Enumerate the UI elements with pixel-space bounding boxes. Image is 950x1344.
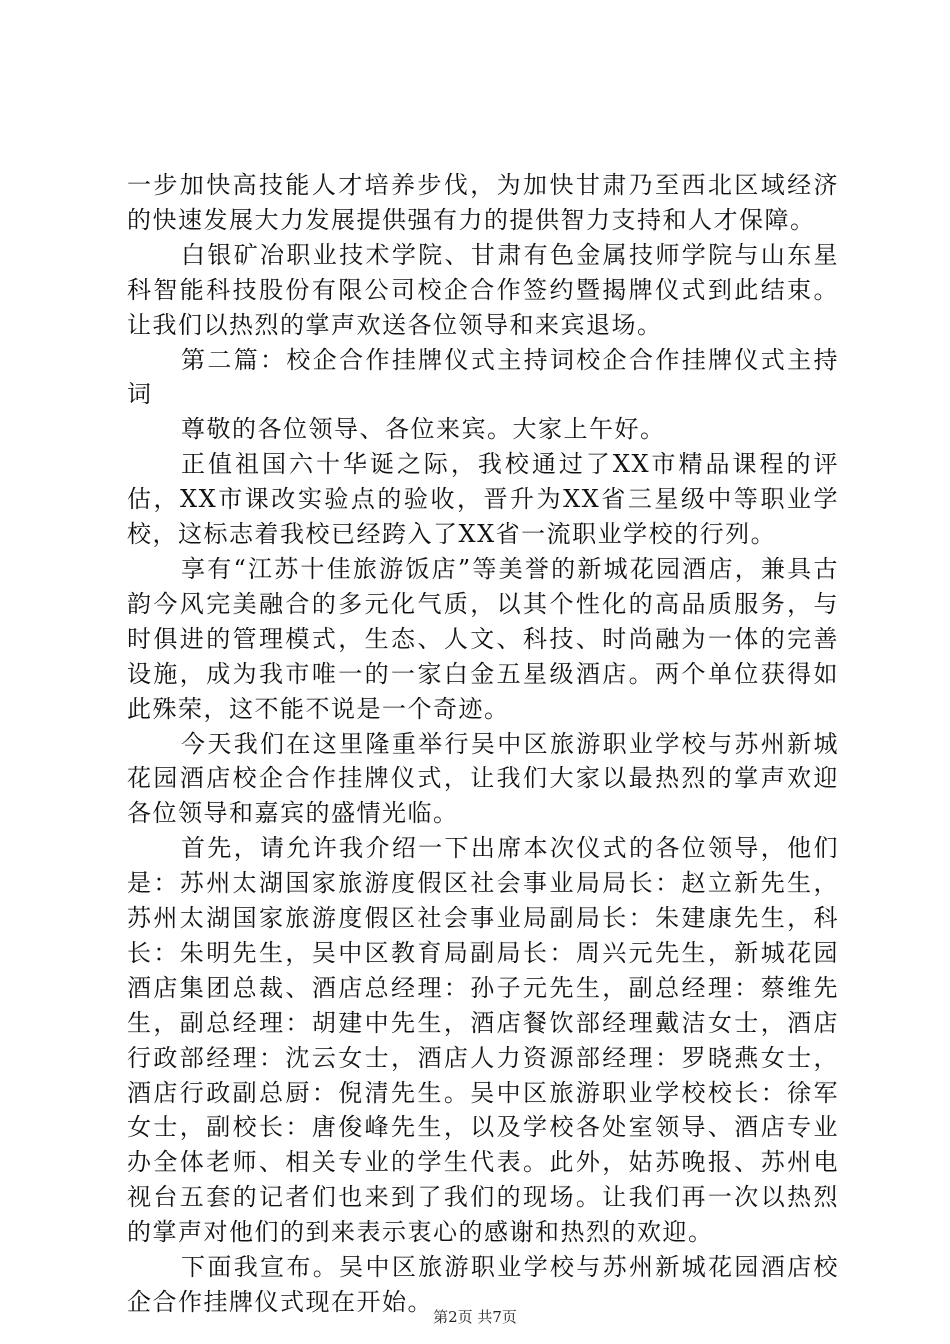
paragraph-announcement: 下面我宣布。吴中区旅游职业学校与苏州新城花园酒店校企合作挂牌仪式现在开始。 [127, 1253, 839, 1316]
page-number: 第2页 共7页 [433, 1308, 517, 1326]
paragraph-hotel-intro: 享有“江苏十佳旅游饭店”等美誉的新城花园酒店，兼具古韵今风完美融合的多元化气质，以其个性化的高品质服务，与时俱进的管理模式，生态、人文、科技、时尚融为一体的完善设施，成为我市唯一的一家白金五星级酒店。两个单位获得如此殊荣，这不能不说是一个奇迹。 [127, 554, 839, 723]
paragraph-guest-introduction: 首先，请允许我介绍一下出席本次仪式的各位领导，他们是：苏州太湖国家旅游度假区社会事业局局长：赵立新先生，苏州太湖国家旅游度假区社会事业局副局长：朱建康先生，科长：朱明先生，吴中区教育局副局长：周兴元先生，新城花园酒店集团总裁、酒店总经理：孙子元先生，副总经理：蔡维先生，副总经理：胡建中先生，酒店餐饮部经理戴洁女士，酒店行政部经理：沈云女士，酒店人力资源部经理：罗晓燕女士，酒店行政副总厨：倪清先生。吴中区旅游职业学校校长：徐军女士，副校长：唐俊峰先生，以及学校各处室领导、酒店专业办全体老师、相关专业的学生代表。此外，姑苏晚报、苏州电视台五套的记者们也来到了我们的现场。让我们再一次以热烈的掌声对他们的到来表示衷心的感谢和热烈的欢迎。 [127, 834, 839, 1247]
paragraph-school-achievement: 正值祖国六十华诞之际，我校通过了XX市精品课程的评估，XX市课改实验点的验收，晋升为XX省三星级中等职业学校，这标志着我校已经跨入了XX省一流职业学校的行列。 [127, 450, 839, 549]
paragraph-continuation: 一步加快高技能人才培养步伐，为加快甘肃乃至西北区域经济的快速发展大力发展提供强有力的提供智力支持和人才保障。 [127, 171, 839, 234]
paragraph-greeting: 尊敬的各位领导、各位来宾。大家上午好。 [181, 415, 666, 444]
document-body [127, 168, 839, 1320]
paragraph-ceremony-intro: 今天我们在这里隆重举行吴中区旅游职业学校与苏州新城花园酒店校企合作挂牌仪式，让我们大家以最热烈的掌声欢迎各位领导和嘉宾的盛情光临。 [127, 729, 839, 828]
section-heading: 第二篇：校企合作挂牌仪式主持词校企合作挂牌仪式主持词 [127, 345, 839, 409]
paragraph-closing: 白银矿冶职业技术学院、甘肃有色金属技师学院与山东星科智能科技股份有限公司校企合作签约暨揭牌仪式到此结束。让我们以热烈的掌声欢送各位领导和来宾退场。 [127, 240, 839, 339]
